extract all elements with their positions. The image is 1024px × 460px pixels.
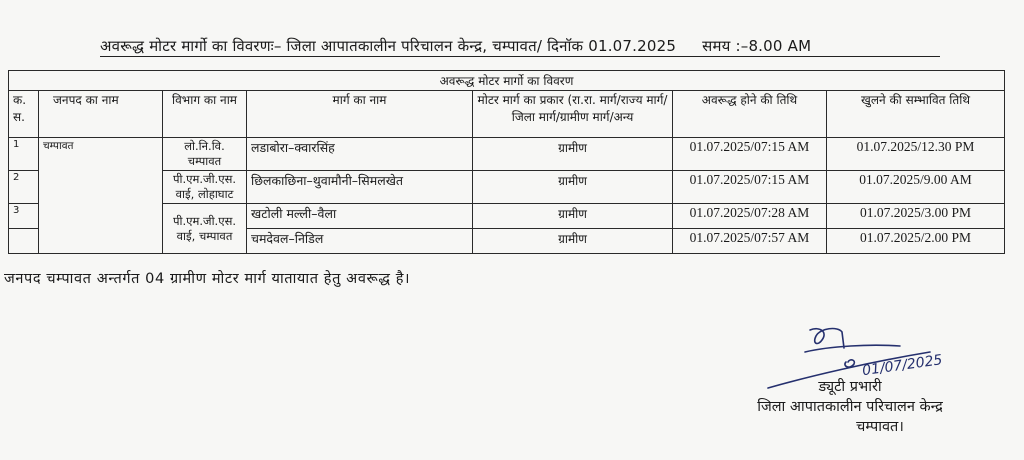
cell-route: खटोली मल्ली–वैला xyxy=(247,204,473,229)
header-title: अवरूद्ध मोटर मार्गो का विवरणः– जिला आपातकालीन परिचालन केन्द्र, चम्पावत/ दिनॉक 01.07.2025 xyxy=(100,37,677,55)
cell-route: छिलकाछिना–थुवामौनी–सिमलखेत xyxy=(247,171,473,204)
table-header-row xyxy=(9,91,1005,138)
table-caption: अवरूद्ध मोटर मार्गो का विवरण xyxy=(9,71,1005,91)
col-header-type: मोटर मार्ग का प्रकार (रा.रा. मार्ग/राज्य मार्ग/जिला मार्ग/ग्रामीण मार्ग/अन्य xyxy=(473,91,673,138)
cell-open-expected: 01.07.2025/2.00 PM xyxy=(827,229,1005,254)
cell-blocked-at: 01.07.2025/07:15 AM xyxy=(673,138,827,171)
signatory-designation: ड्यूटी प्रभारी xyxy=(818,379,882,395)
cell-department: पी.एम.जी.एस. वाई, चम्पावत xyxy=(163,204,247,254)
col-header-blocked-at: अवरूद्ध होने की तिथि xyxy=(673,91,827,138)
cell-open-expected: 01.07.2025/12.30 PM xyxy=(827,138,1005,171)
signature-date: 01/07/2025 xyxy=(861,352,944,380)
signatory-place: चम्पावत। xyxy=(856,419,904,435)
signature-block xyxy=(700,377,1000,437)
cell-sn: 1 xyxy=(9,138,39,171)
cell-district: चम्पावत xyxy=(39,138,163,254)
col-header-open-expected: खुलने की सम्भावित तिथि xyxy=(827,91,1005,138)
cell-department: लो.नि.वि. चम्पावत xyxy=(163,138,247,171)
cell-route: चमदेवल–निडिल xyxy=(247,229,473,254)
signatory-office: जिला आपातकालीन परिचालन केन्द्र xyxy=(757,399,943,415)
cell-sn: 2 xyxy=(9,171,39,204)
table-row xyxy=(9,138,1005,171)
cell-blocked-at: 01.07.2025/07:57 AM xyxy=(673,229,827,254)
cell-sn xyxy=(9,229,39,254)
document-header xyxy=(100,36,940,57)
col-header-district: जनपद का नाम xyxy=(39,91,163,138)
cell-blocked-at: 01.07.2025/07:28 AM xyxy=(673,204,827,229)
summary-note: जनपद चम्पावत अन्तर्गत 04 ग्रामीण मोटर मार्ग यातायात हेतु अवरूद्ध है। xyxy=(4,271,411,287)
cell-route: लडाबोरा–क्वारसिंह xyxy=(247,138,473,171)
cell-open-expected: 01.07.2025/3.00 PM xyxy=(827,204,1005,229)
cell-blocked-at: 01.07.2025/07:15 AM xyxy=(673,171,827,204)
cell-sn: 3 xyxy=(9,204,39,229)
col-header-sn: क. स. xyxy=(9,91,39,138)
col-header-department: विभाग का नाम xyxy=(163,91,247,138)
cell-type: ग्रामीण xyxy=(473,229,673,254)
cell-type: ग्रामीण xyxy=(473,204,673,229)
cell-department: पी.एम.जी.एस. वाई, लोहाघाट xyxy=(163,171,247,204)
blocked-roads-table xyxy=(8,70,1005,254)
col-header-route: मार्ग का नाम xyxy=(247,91,473,138)
table-caption-row xyxy=(9,71,1005,91)
cell-open-expected: 01.07.2025/9.00 AM xyxy=(827,171,1005,204)
cell-type: ग्रामीण xyxy=(473,138,673,171)
cell-type: ग्रामीण xyxy=(473,171,673,204)
header-time: समय :–8.00 AM xyxy=(702,37,812,55)
